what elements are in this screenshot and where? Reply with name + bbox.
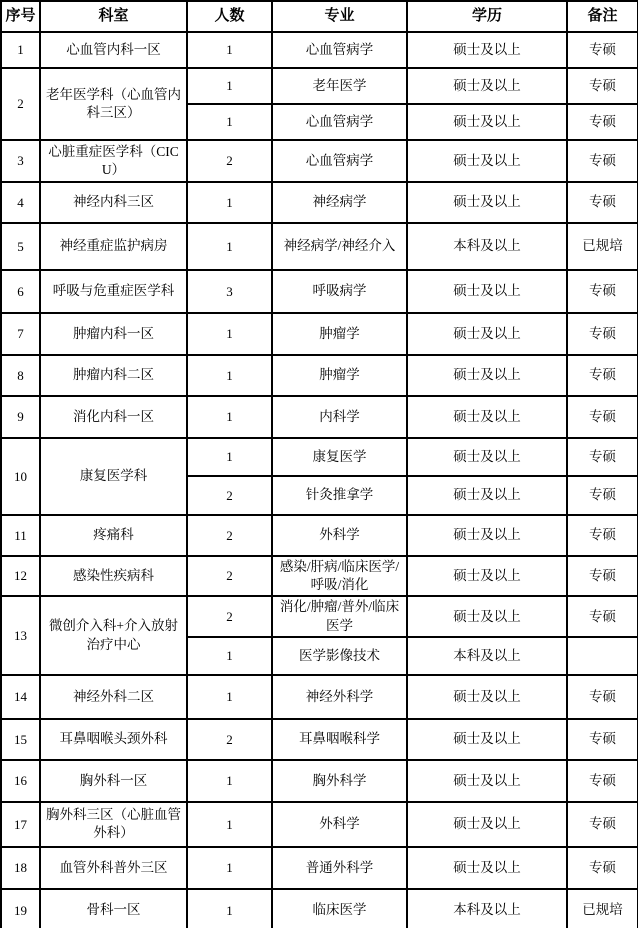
count-cell: 2 — [187, 596, 272, 636]
degree-cell: 硕士及以上 — [407, 270, 567, 313]
major-cell: 心血管病学 — [272, 140, 407, 182]
note-cell — [567, 637, 638, 675]
count-cell: 1 — [187, 802, 272, 847]
table-row — [1, 556, 638, 596]
header-序号: 序号 — [1, 1, 40, 32]
count-cell: 1 — [187, 355, 272, 396]
major-cell: 心血管病学 — [272, 32, 407, 68]
major-cell: 针灸推拿学 — [272, 476, 407, 515]
degree-cell: 本科及以上 — [407, 223, 567, 270]
department-cell: 老年医学科（心血管内科三区） — [40, 68, 187, 140]
row-number-cell: 9 — [1, 396, 40, 438]
degree-cell: 本科及以上 — [407, 637, 567, 675]
header-row — [1, 1, 638, 32]
department-cell: 骨科一区 — [40, 889, 187, 928]
count-cell: 1 — [187, 32, 272, 68]
degree-cell: 硕士及以上 — [407, 313, 567, 355]
row-number-cell: 12 — [1, 556, 40, 596]
row-number-cell: 5 — [1, 223, 40, 270]
table-row — [1, 719, 638, 760]
degree-cell: 硕士及以上 — [407, 32, 567, 68]
count-cell: 1 — [187, 223, 272, 270]
note-cell: 专硕 — [567, 68, 638, 104]
count-cell: 1 — [187, 760, 272, 802]
table-row — [1, 182, 638, 223]
note-cell: 专硕 — [567, 32, 638, 68]
department-cell: 神经外科二区 — [40, 675, 187, 719]
note-cell: 专硕 — [567, 438, 638, 476]
degree-cell: 硕士及以上 — [407, 355, 567, 396]
major-cell: 医学影像技术 — [272, 637, 407, 675]
note-cell: 已规培 — [567, 223, 638, 270]
count-cell: 2 — [187, 719, 272, 760]
department-cell: 胸外科三区（心脏血管外科） — [40, 802, 187, 847]
row-number-cell: 3 — [1, 140, 40, 182]
count-cell: 1 — [187, 847, 272, 889]
count-cell: 1 — [187, 675, 272, 719]
department-cell: 感染性疾病科 — [40, 556, 187, 596]
count-cell: 1 — [187, 182, 272, 223]
count-cell: 3 — [187, 270, 272, 313]
major-cell: 呼吸病学 — [272, 270, 407, 313]
count-cell: 1 — [187, 889, 272, 928]
major-cell: 内科学 — [272, 396, 407, 438]
degree-cell: 硕士及以上 — [407, 515, 567, 556]
degree-cell: 硕士及以上 — [407, 476, 567, 515]
major-cell: 外科学 — [272, 802, 407, 847]
note-cell: 专硕 — [567, 760, 638, 802]
degree-cell: 硕士及以上 — [407, 182, 567, 223]
degree-cell: 硕士及以上 — [407, 140, 567, 182]
note-cell: 专硕 — [567, 270, 638, 313]
row-number-cell: 6 — [1, 270, 40, 313]
major-cell: 耳鼻咽喉科学 — [272, 719, 407, 760]
table-row — [1, 223, 638, 270]
department-cell: 血管外科普外三区 — [40, 847, 187, 889]
header-备注: 备注 — [567, 1, 638, 32]
note-cell: 专硕 — [567, 802, 638, 847]
note-cell: 专硕 — [567, 719, 638, 760]
department-cell: 神经内科三区 — [40, 182, 187, 223]
degree-cell: 硕士及以上 — [407, 68, 567, 104]
table-row — [1, 32, 638, 68]
count-cell: 1 — [187, 313, 272, 355]
header-人数: 人数 — [187, 1, 272, 32]
degree-cell: 硕士及以上 — [407, 847, 567, 889]
table-row — [1, 438, 638, 476]
row-number-cell: 4 — [1, 182, 40, 223]
department-cell: 神经重症监护病房 — [40, 223, 187, 270]
table-row — [1, 802, 638, 847]
count-cell: 2 — [187, 556, 272, 596]
major-cell: 神经病学/神经介入 — [272, 223, 407, 270]
table-row — [1, 140, 638, 182]
department-cell: 呼吸与危重症医学科 — [40, 270, 187, 313]
degree-cell: 硕士及以上 — [407, 596, 567, 636]
note-cell: 专硕 — [567, 515, 638, 556]
note-cell: 专硕 — [567, 104, 638, 140]
department-cell: 胸外科一区 — [40, 760, 187, 802]
row-number-cell: 15 — [1, 719, 40, 760]
table-row — [1, 313, 638, 355]
table-row — [1, 889, 638, 928]
table-row — [1, 596, 638, 636]
count-cell: 2 — [187, 140, 272, 182]
department-cell: 耳鼻咽喉头颈外科 — [40, 719, 187, 760]
major-cell: 康复医学 — [272, 438, 407, 476]
count-cell: 1 — [187, 438, 272, 476]
degree-cell: 硕士及以上 — [407, 675, 567, 719]
count-cell: 2 — [187, 515, 272, 556]
row-number-cell: 10 — [1, 438, 40, 515]
table-body — [1, 32, 638, 928]
header-科室: 科室 — [40, 1, 187, 32]
major-cell: 老年医学 — [272, 68, 407, 104]
row-number-cell: 17 — [1, 802, 40, 847]
degree-cell: 硕士及以上 — [407, 556, 567, 596]
note-cell: 专硕 — [567, 140, 638, 182]
count-cell: 1 — [187, 396, 272, 438]
degree-cell: 硕士及以上 — [407, 438, 567, 476]
major-cell: 消化/肿瘤/普外/临床医学 — [272, 596, 407, 636]
degree-cell: 硕士及以上 — [407, 760, 567, 802]
major-cell: 感染/肝病/临床医学/呼吸/消化 — [272, 556, 407, 596]
degree-cell: 硕士及以上 — [407, 396, 567, 438]
degree-cell: 硕士及以上 — [407, 802, 567, 847]
note-cell: 专硕 — [567, 556, 638, 596]
department-cell: 康复医学科 — [40, 438, 187, 515]
department-cell: 心血管内科一区 — [40, 32, 187, 68]
row-number-cell: 13 — [1, 596, 40, 674]
row-number-cell: 7 — [1, 313, 40, 355]
note-cell: 专硕 — [567, 847, 638, 889]
department-cell: 微创介入科+介入放射治疗中心 — [40, 596, 187, 674]
department-cell: 肿瘤内科二区 — [40, 355, 187, 396]
department-cell: 肿瘤内科一区 — [40, 313, 187, 355]
row-number-cell: 14 — [1, 675, 40, 719]
degree-cell: 硕士及以上 — [407, 719, 567, 760]
row-number-cell: 18 — [1, 847, 40, 889]
row-number-cell: 8 — [1, 355, 40, 396]
header-学历: 学历 — [407, 1, 567, 32]
major-cell: 肿瘤学 — [272, 313, 407, 355]
row-number-cell: 2 — [1, 68, 40, 140]
note-cell: 专硕 — [567, 476, 638, 515]
note-cell: 专硕 — [567, 675, 638, 719]
table-row — [1, 270, 638, 313]
major-cell: 外科学 — [272, 515, 407, 556]
note-cell: 专硕 — [567, 182, 638, 223]
row-number-cell: 1 — [1, 32, 40, 68]
row-number-cell: 19 — [1, 889, 40, 928]
degree-cell: 本科及以上 — [407, 889, 567, 928]
count-cell: 2 — [187, 476, 272, 515]
table-row — [1, 515, 638, 556]
department-cell: 消化内科一区 — [40, 396, 187, 438]
degree-cell: 硕士及以上 — [407, 104, 567, 140]
department-cell: 心脏重症医学科（CICU） — [40, 140, 187, 182]
count-cell: 1 — [187, 637, 272, 675]
count-cell: 1 — [187, 68, 272, 104]
major-cell: 临床医学 — [272, 889, 407, 928]
major-cell: 心血管病学 — [272, 104, 407, 140]
count-cell: 1 — [187, 104, 272, 140]
table-row — [1, 847, 638, 889]
major-cell: 肿瘤学 — [272, 355, 407, 396]
table-row — [1, 396, 638, 438]
row-number-cell: 16 — [1, 760, 40, 802]
header-专业: 专业 — [272, 1, 407, 32]
table-row — [1, 760, 638, 802]
note-cell: 专硕 — [567, 596, 638, 636]
note-cell: 专硕 — [567, 313, 638, 355]
major-cell: 普通外科学 — [272, 847, 407, 889]
note-cell: 专硕 — [567, 396, 638, 438]
major-cell: 神经病学 — [272, 182, 407, 223]
table-row — [1, 355, 638, 396]
note-cell: 专硕 — [567, 355, 638, 396]
department-cell: 疼痛科 — [40, 515, 187, 556]
major-cell: 神经外科学 — [272, 675, 407, 719]
note-cell: 已规培 — [567, 889, 638, 928]
row-number-cell: 11 — [1, 515, 40, 556]
table-row — [1, 68, 638, 104]
major-cell: 胸外科学 — [272, 760, 407, 802]
table-row — [1, 675, 638, 719]
